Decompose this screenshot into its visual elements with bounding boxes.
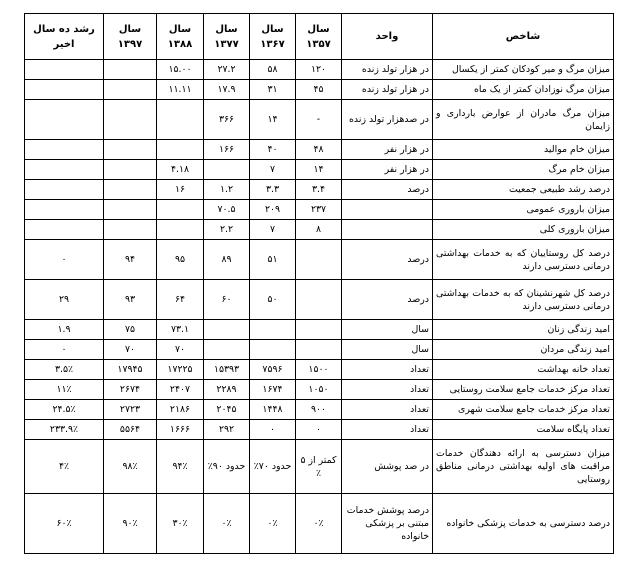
value-cell: ۱۲۰ [296, 60, 342, 80]
unit-cell: در هزار تولد زنده [342, 60, 433, 80]
unit-cell: درصد [342, 180, 433, 200]
value-cell: ۰ [25, 340, 104, 360]
table-row [25, 320, 614, 340]
table-row [25, 100, 614, 140]
value-cell: ۱۶۶۶ [157, 420, 204, 440]
header-indicator: شاخص [433, 14, 614, 60]
indicator-cell: میزان مرگ مادران از عوارض بارداری و زایمان [433, 100, 614, 140]
value-cell: ۵۸ [250, 60, 296, 80]
value-cell [25, 80, 104, 100]
value-cell: ۲۱۸۶ [157, 400, 204, 420]
value-cell [104, 160, 157, 180]
value-cell: ۹۸٪ [104, 440, 157, 494]
table-body [25, 60, 614, 554]
indicator-cell: میزان خام موالید [433, 140, 614, 160]
value-cell: ۱۶۶ [204, 140, 250, 160]
value-cell: ۲۷۲۳ [104, 400, 157, 420]
value-cell: ۰٪ [296, 494, 342, 554]
value-cell: کمتر از ۵ ٪ [296, 440, 342, 494]
value-cell: ۱۶۷۴ [250, 380, 296, 400]
value-cell [25, 180, 104, 200]
value-cell: ۴۰ [250, 140, 296, 160]
value-cell: ۳۰٪ [157, 494, 204, 554]
value-cell [25, 160, 104, 180]
table-row [25, 200, 614, 220]
unit-cell: درصد [342, 280, 433, 320]
value-cell [296, 320, 342, 340]
indicator-cell: تعداد خانه بهداشت [433, 360, 614, 380]
value-cell: ۱۴ [296, 160, 342, 180]
value-cell: ۴۵ [296, 80, 342, 100]
table-row [25, 220, 614, 240]
unit-cell: تعداد [342, 380, 433, 400]
table-row [25, 240, 614, 280]
value-cell: ۷۵۹۶ [250, 360, 296, 380]
indicator-cell: میزان خام مرگ [433, 160, 614, 180]
value-cell [296, 240, 342, 280]
value-cell: - [296, 100, 342, 140]
value-cell: ۲۷.۲ [204, 60, 250, 80]
value-cell: ۷۰ [104, 340, 157, 360]
value-cell: ۲۰۴۵ [204, 400, 250, 420]
value-cell [204, 160, 250, 180]
unit-cell: تعداد [342, 400, 433, 420]
table-row [25, 160, 614, 180]
value-cell: ۴.۱۸ [157, 160, 204, 180]
value-cell: ۰ [296, 420, 342, 440]
value-cell: ۹۰٪ [104, 494, 157, 554]
value-cell: ۷۵ [104, 320, 157, 340]
indicator-cell: تعداد مرکز خدمات جامع سلامت روستایی [433, 380, 614, 400]
table-row [25, 360, 614, 380]
value-cell: ۵۱ [250, 240, 296, 280]
indicator-cell: میزان باروری کلی [433, 220, 614, 240]
value-cell: ۱۷.۹ [204, 80, 250, 100]
indicator-cell: امید زندگی مردان [433, 340, 614, 360]
value-cell: ۲۰۹ [250, 200, 296, 220]
table-row [25, 140, 614, 160]
indicator-cell: میزان دسترسی به ارائه دهندگان خدمات مراقبت های اولیه بهداشتی درمانی مناطق روستایی [433, 440, 614, 494]
value-cell: ۹۴ [104, 240, 157, 280]
value-cell: ۶۰ [204, 280, 250, 320]
table-row [25, 494, 614, 554]
value-cell: ۱۷۹۴۵ [104, 360, 157, 380]
indicator-cell: درصد رشد طبیعی جمعیت [433, 180, 614, 200]
value-cell [25, 100, 104, 140]
value-cell: ۳۶۶ [204, 100, 250, 140]
value-cell [25, 200, 104, 220]
unit-cell: درصد [342, 240, 433, 280]
header-year-1397: سال ۱۳۹۷ [104, 14, 157, 60]
value-cell: ۲۳۳.۹٪ [25, 420, 104, 440]
indicator-cell: میزان باروری عمومی [433, 200, 614, 220]
value-cell [157, 140, 204, 160]
header-growth: رشد ده سال اخیر [25, 14, 104, 60]
value-cell: ۳.۳ [250, 180, 296, 200]
value-cell: ۹۵ [157, 240, 204, 280]
value-cell: ۸ [296, 220, 342, 240]
unit-cell: در هزار نفر [342, 160, 433, 180]
value-cell: ۱۴ [250, 100, 296, 140]
value-cell: ۹۴٪ [157, 440, 204, 494]
value-cell: ۳.۵٪ [25, 360, 104, 380]
value-cell: ۰ [250, 420, 296, 440]
unit-cell: سال [342, 340, 433, 360]
value-cell: ۹۳ [104, 280, 157, 320]
value-cell: ۰ [25, 240, 104, 280]
table-row [25, 400, 614, 420]
indicator-cell: امید زندگی زنان [433, 320, 614, 340]
table-row [25, 80, 614, 100]
health-indicators-table [24, 13, 614, 554]
value-cell: ۶۴ [157, 280, 204, 320]
value-cell: ۹۰۰ [296, 400, 342, 420]
table-row [25, 380, 614, 400]
unit-cell: در صد پوشش [342, 440, 433, 494]
indicator-cell: میزان مرگ و میر کودکان کمتر از یکسال [433, 60, 614, 80]
value-cell: ۷۰ [157, 340, 204, 360]
value-cell: حدود ۷۰٪ [250, 440, 296, 494]
header-row [25, 14, 614, 60]
unit-cell: در هزار تولد زنده [342, 80, 433, 100]
indicator-cell: درصد دسترسی به خدمات پزشکی خانواده [433, 494, 614, 554]
document-page [24, 13, 613, 554]
table-row [25, 440, 614, 494]
value-cell: ۲۴۰۷ [157, 380, 204, 400]
value-cell [250, 320, 296, 340]
value-cell [296, 280, 342, 320]
value-cell [104, 80, 157, 100]
value-cell [25, 220, 104, 240]
value-cell: ۰٪ [250, 494, 296, 554]
value-cell [157, 200, 204, 220]
unit-cell: درصد پوشش خدمات مبتنی بر پزشکی خانواده [342, 494, 433, 554]
value-cell: ۱۴۴۸ [250, 400, 296, 420]
unit-cell: در هزار نفر [342, 140, 433, 160]
unit-cell: تعداد [342, 420, 433, 440]
value-cell: ۳.۴ [296, 180, 342, 200]
value-cell: ۷۰.۵ [204, 200, 250, 220]
value-cell [157, 100, 204, 140]
value-cell: ۰٪ [204, 494, 250, 554]
value-cell [250, 340, 296, 360]
value-cell: حدود ۹۰٪ [204, 440, 250, 494]
value-cell: ۸۹ [204, 240, 250, 280]
unit-cell [342, 200, 433, 220]
value-cell: ۷ [250, 220, 296, 240]
value-cell: ۲۴.۵٪ [25, 400, 104, 420]
unit-cell: سال [342, 320, 433, 340]
value-cell [104, 200, 157, 220]
value-cell: ۲۹۲ [204, 420, 250, 440]
value-cell [204, 340, 250, 360]
indicator-cell: تعداد مرکز خدمات جامع سلامت شهری [433, 400, 614, 420]
unit-cell: تعداد [342, 360, 433, 380]
value-cell [204, 320, 250, 340]
value-cell: ۳۱ [250, 80, 296, 100]
value-cell: ۴٪ [25, 440, 104, 494]
table-row [25, 180, 614, 200]
value-cell: ۷ [250, 160, 296, 180]
value-cell: ۱۵۰۰ [296, 360, 342, 380]
value-cell: ۶۰٪ [25, 494, 104, 554]
value-cell: ۲۹ [25, 280, 104, 320]
header-unit: واحد [342, 14, 433, 60]
indicator-cell: درصد کل شهرنشینان که به خدمات بهداشتی درمانی دسترسی دارند [433, 280, 614, 320]
value-cell: ۱۶ [157, 180, 204, 200]
value-cell: ۱۱.۱۱ [157, 80, 204, 100]
value-cell: ۱۵.۰۰ [157, 60, 204, 80]
value-cell: ۴۸ [296, 140, 342, 160]
unit-cell: در صدهزار تولد زنده [342, 100, 433, 140]
value-cell [104, 180, 157, 200]
header-year-1388: سال ۱۳۸۸ [157, 14, 204, 60]
header-year-1367: سال ۱۳۶۷ [250, 14, 296, 60]
header-year-1357: سال ۱۳۵۷ [296, 14, 342, 60]
header-year-1377: سال ۱۳۷۷ [204, 14, 250, 60]
value-cell: ۵۰ [250, 280, 296, 320]
value-cell [104, 60, 157, 80]
value-cell: ۱۷۲۲۵ [157, 360, 204, 380]
table-row [25, 340, 614, 360]
value-cell [157, 220, 204, 240]
value-cell [104, 100, 157, 140]
indicator-cell: تعداد پایگاه سلامت [433, 420, 614, 440]
table-row [25, 420, 614, 440]
indicator-cell: درصد کل روستاییان که به خدمات بهداشتی درمانی دسترسی دارند [433, 240, 614, 280]
value-cell: ۲۲۸۹ [204, 380, 250, 400]
value-cell: ۲۳۷ [296, 200, 342, 220]
value-cell: ۱۰۵۰ [296, 380, 342, 400]
value-cell: ۷۳.۱ [157, 320, 204, 340]
value-cell [25, 140, 104, 160]
value-cell: ۲۶۷۴ [104, 380, 157, 400]
value-cell: ۱.۲ [204, 180, 250, 200]
value-cell: ۱۵۳۹۳ [204, 360, 250, 380]
value-cell: ۵۵۶۴ [104, 420, 157, 440]
table-row [25, 60, 614, 80]
value-cell [104, 220, 157, 240]
value-cell: ۲.۲ [204, 220, 250, 240]
value-cell [25, 60, 104, 80]
unit-cell [342, 220, 433, 240]
value-cell: ۱.۹ [25, 320, 104, 340]
value-cell: ۱۱٪ [25, 380, 104, 400]
value-cell [104, 140, 157, 160]
indicator-cell: میزان مرگ نوزادان کمتر از یک ماه [433, 80, 614, 100]
value-cell [296, 340, 342, 360]
table-row [25, 280, 614, 320]
